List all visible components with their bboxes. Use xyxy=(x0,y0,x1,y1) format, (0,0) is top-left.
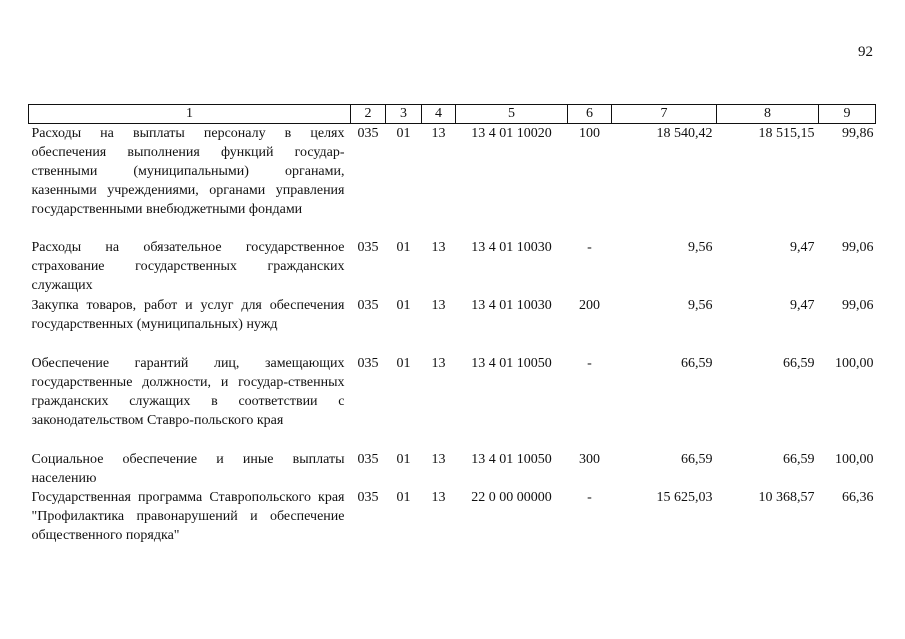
row-percent-value: 100,00 xyxy=(835,452,874,467)
row-subsection-code: 13 xyxy=(431,126,446,141)
header-col-9: 9 xyxy=(819,105,876,124)
row-plan-value: 9,56 xyxy=(688,298,713,313)
row-name: Социальное обеспечение и иные выплаты населению xyxy=(31,452,345,486)
header-col-2: 2 xyxy=(351,105,386,124)
row-expense-type: - xyxy=(587,490,592,505)
row-section-code: 01 xyxy=(396,240,411,255)
row-target-code: 13 4 01 10050 xyxy=(471,356,552,371)
row-target-code: 13 4 01 10030 xyxy=(471,240,552,255)
header-row xyxy=(29,105,876,124)
row-actual-value: 9,47 xyxy=(790,298,815,313)
page-number: 92 xyxy=(858,44,873,60)
row-ministry-code: 035 xyxy=(357,452,379,467)
row-percent-value: 99,86 xyxy=(842,126,874,141)
row-ministry-code: 035 xyxy=(357,298,379,313)
row-section-code: 01 xyxy=(396,356,411,371)
row-section-code: 01 xyxy=(396,298,411,313)
row-ministry-code: 035 xyxy=(357,126,379,141)
row-subsection-code: 13 xyxy=(431,356,446,371)
table-row xyxy=(29,450,876,488)
row-subsection-code: 13 xyxy=(431,298,446,313)
row-plan-value: 66,59 xyxy=(681,356,713,371)
row-expense-type: - xyxy=(587,356,592,371)
row-percent-value: 99,06 xyxy=(842,298,874,313)
row-expense-type: 100 xyxy=(579,126,600,141)
budget-execution-table xyxy=(28,104,876,546)
row-name: Закупка товаров, работ и услуг для обеспечения государственных (муниципальных) нужд xyxy=(31,298,345,332)
row-subsection-code: 13 xyxy=(431,240,446,255)
row-target-code: 13 4 01 10050 xyxy=(471,452,552,467)
table-body xyxy=(29,124,876,547)
row-name: Обеспечение гарантий лиц, замещающих государственные должности, и государ-ственных гражданских служащих в соответствии с законодательством Ставро-польского края xyxy=(31,356,345,428)
row-name: Расходы на обязательное государственное страхование государственных гражданских служащих xyxy=(31,240,345,293)
row-plan-value: 18 540,42 xyxy=(656,126,713,141)
row-name: Расходы на выплаты персоналу в целях обеспечения выполнения функций государ-ственными (муниципальными) органами, казенными учреждениями, органами управления государственными внебюджетными фондами xyxy=(31,126,345,217)
row-expense-type: 200 xyxy=(579,298,600,313)
header-col-4: 4 xyxy=(422,105,456,124)
row-percent-value: 99,06 xyxy=(842,240,874,255)
row-name: Государственная программа Ставропольского края "Профилактика правонарушений и обеспечение общественного порядка" xyxy=(31,490,345,543)
row-ministry-code: 035 xyxy=(357,240,379,255)
table-row xyxy=(29,124,876,239)
table-row xyxy=(29,296,876,354)
row-target-code: 13 4 01 10020 xyxy=(471,126,552,141)
header-col-8: 8 xyxy=(717,105,819,124)
row-ministry-code: 035 xyxy=(357,490,379,505)
row-section-code: 01 xyxy=(396,452,411,467)
row-section-code: 01 xyxy=(396,490,411,505)
row-expense-type: - xyxy=(587,240,592,255)
row-target-code: 13 4 01 10030 xyxy=(471,298,552,313)
row-percent-value: 100,00 xyxy=(835,356,874,371)
header-col-1: 1 xyxy=(29,105,351,124)
row-actual-value: 9,47 xyxy=(790,240,815,255)
row-actual-value: 18 515,15 xyxy=(758,126,815,141)
header-col-7: 7 xyxy=(612,105,717,124)
row-subsection-code: 13 xyxy=(431,452,446,467)
table-row xyxy=(29,354,876,450)
row-ministry-code: 035 xyxy=(357,356,379,371)
row-actual-value: 10 368,57 xyxy=(758,490,815,505)
table-header xyxy=(29,105,876,124)
row-target-code: 22 0 00 00000 xyxy=(471,490,552,505)
table-row xyxy=(29,488,876,546)
row-percent-value: 66,36 xyxy=(842,490,874,505)
header-col-6: 6 xyxy=(568,105,612,124)
row-section-code: 01 xyxy=(396,126,411,141)
table-row xyxy=(29,238,876,296)
header-col-3: 3 xyxy=(386,105,422,124)
row-actual-value: 66,59 xyxy=(783,356,815,371)
row-subsection-code: 13 xyxy=(431,490,446,505)
row-expense-type: 300 xyxy=(579,452,600,467)
header-col-5: 5 xyxy=(456,105,568,124)
row-actual-value: 66,59 xyxy=(783,452,815,467)
row-plan-value: 15 625,03 xyxy=(656,490,713,505)
row-plan-value: 66,59 xyxy=(681,452,713,467)
row-plan-value: 9,56 xyxy=(688,240,713,255)
